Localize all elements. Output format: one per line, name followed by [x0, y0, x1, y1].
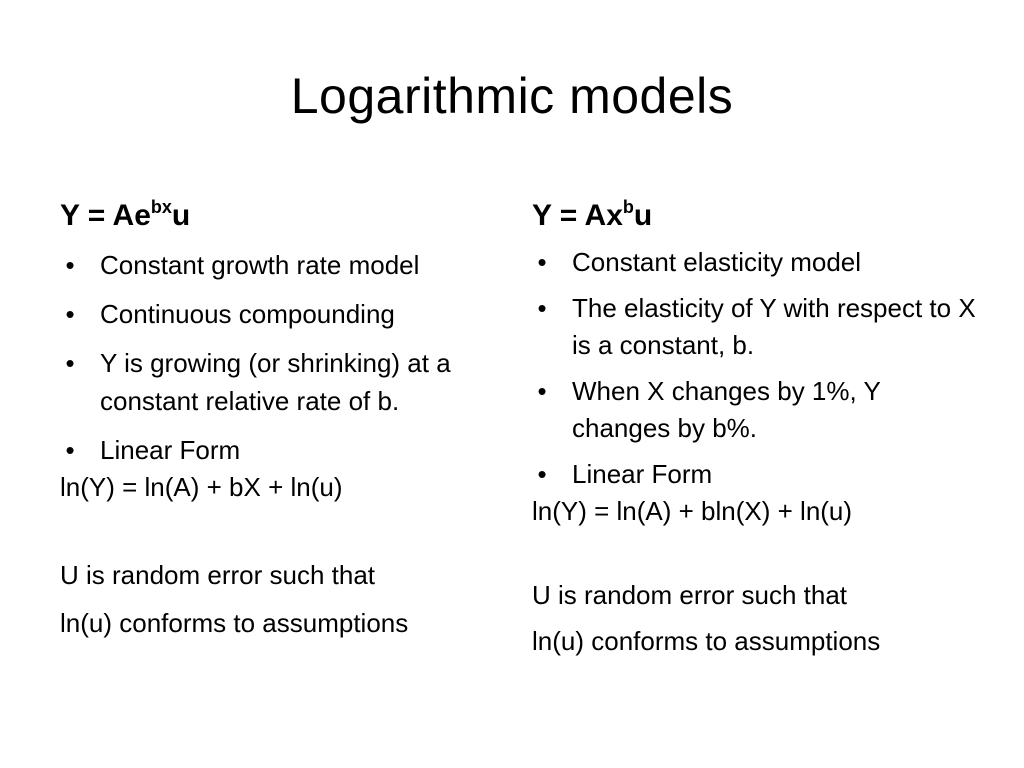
right-bullet-text: The elasticity of Y with respect to X is a constant, b. — [572, 293, 976, 360]
right-error-line-2: ln(u) conforms to assumptions — [532, 626, 881, 656]
right-spacer — [532, 530, 982, 576]
left-heading-tail: u — [171, 199, 191, 232]
left-model-heading — [60, 196, 510, 236]
left-bullet-text: Linear Form — [100, 435, 241, 465]
left-heading-base: Y = Ae — [60, 199, 151, 232]
slide-title: Logarithmic models — [290, 68, 734, 124]
bullet-icon: • — [65, 250, 75, 280]
left-bullet-item — [60, 246, 510, 284]
right-model-heading — [532, 196, 982, 236]
left-column — [60, 196, 510, 642]
right-bullet-text: Linear Form — [572, 459, 713, 489]
left-bullet-list — [60, 246, 510, 469]
right-column — [532, 196, 982, 660]
right-heading-base: Y = Ax — [532, 199, 623, 232]
bullet-icon: • — [537, 459, 547, 489]
left-spacer — [60, 506, 510, 556]
right-linear-form: ln(Y) = ln(A) + bln(X) + ln(u) — [532, 496, 853, 526]
right-bullet-item — [532, 290, 982, 364]
left-linear-form: ln(Y) = ln(A) + bX + ln(u) — [60, 472, 343, 502]
left-bullet-item — [60, 344, 510, 420]
left-bullet-item — [60, 431, 510, 469]
bullet-icon: • — [537, 293, 547, 323]
right-bullet-item — [532, 244, 982, 281]
bullet-icon: • — [537, 247, 547, 277]
right-bullet-list — [532, 244, 982, 493]
right-bullet-text: When X changes by 1%, Y changes by b%. — [572, 376, 881, 443]
left-bullet-text: Constant growth rate model — [100, 250, 420, 280]
bullet-icon: • — [65, 348, 75, 378]
right-error-line-1: U is random error such that — [532, 580, 848, 610]
right-heading-exponent: b — [622, 197, 634, 217]
right-heading-tail: u — [633, 199, 653, 232]
left-bullet-text: Y is growing (or shrinking) at a constant relative rate of b. — [100, 348, 451, 416]
left-error-line-2: ln(u) conforms to assumptions — [60, 608, 409, 638]
left-bullet-text: Continuous compounding — [100, 299, 395, 329]
right-bullet-item — [532, 456, 982, 493]
bullet-icon: • — [65, 299, 75, 329]
right-bullet-text: Constant elasticity model — [572, 247, 862, 277]
left-error-line-1: U is random error such that — [60, 560, 376, 590]
right-bullet-item — [532, 373, 982, 447]
left-bullet-item — [60, 295, 510, 333]
left-heading-exponent: bx — [150, 197, 172, 217]
bullet-icon: • — [65, 435, 75, 465]
bullet-icon: • — [537, 376, 547, 406]
